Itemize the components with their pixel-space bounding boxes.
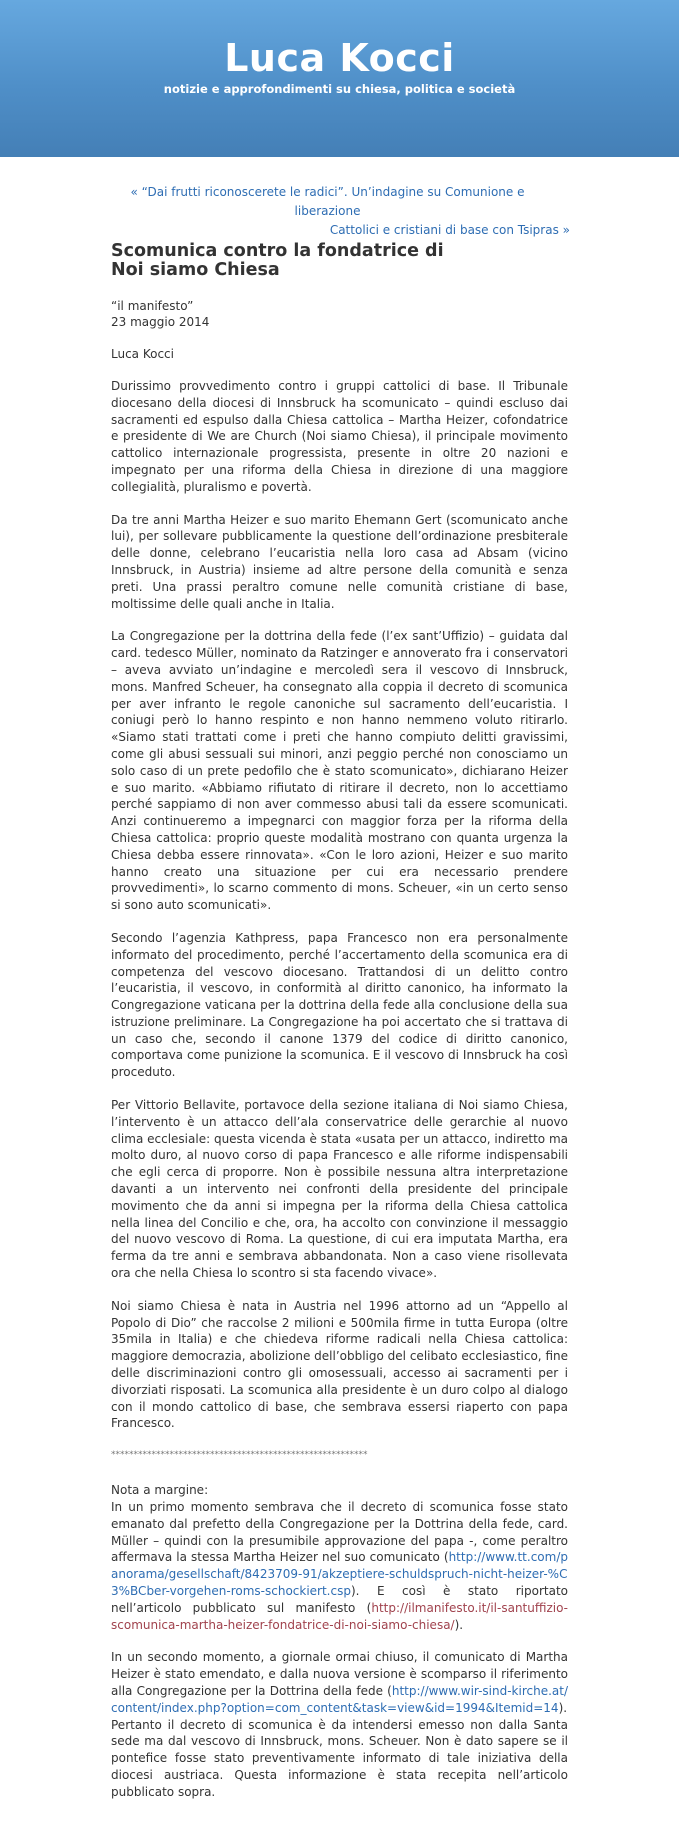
note-paragraph-2 [111,1649,568,1800]
site-title[interactable]: Luca Kocci [224,36,455,80]
paragraph: Da tre anni Martha Heizer e suo marito Ehemann Gert (scomunicato anche lui), per sollevare pubblicamente la questione dell’ordinazione presbiterale delle donne, celebrano l’eucaristia nella loro casa ad Absam (vicino Innsbruck, in Austria) insieme ad altre persone della comunità e senza preti. Una prassi peraltro comune nelle comunità cristiane di base, moltissime delle quali anche in Italia. [111,512,568,611]
next-post-link[interactable]: Cattolici e cristiani di base con Tsipras [329,223,559,237]
ilmanifesto-link[interactable]: http://ilmanifesto.it/il-santuffizio-scomunica-martha-heizer-fondatrice-di-noi-siamo-chiesa/ [111,1600,568,1632]
note-paragraph-1 [111,1482,568,1633]
post-content [0,183,568,1801]
post-title: Scomunica contro la fondatrice di Noi siamo Chiesa [111,241,444,280]
site-tagline: notizie e approfondimenti su chiesa, politica e società [163,82,516,96]
paragraph: Durissimo provvedimento contro i gruppi cattolici di base. Il Tribunale diocesano della diocesi di Innsbruck ha scomunicato – quindi escluso dai sacramenti ed espulso dalla Chiesa cattolica – Martha Heizer, cofondatrice e presidente di We are Church (Noi siamo Chiesa), il principale movimento cattolico internazionale progressista, presente in oltre 20 nazioni e impegnato per una riforma della Chiesa in direzione di una maggiore collegialità, pluralismo e povertà. [111,379,568,494]
post-date: 23 maggio 2014 [111,315,210,329]
post-source: “il manifesto” [111,299,194,313]
note-text: ). E così è stato riportato nell’articolo pubblicato sul manifesto ( [111,1584,568,1615]
paragraph: La Congregazione per la dottrina della fede (l’ex sant’Uffizio) – guidata dal card. tedesco Müller, nominato da Ratzinger e annoverato fra i conservatori – aveva avviato un’indagine e mercoledì sera il vescovo di Innsbruck, mons. Manfred Scheuer, ha consegnato alla coppia il decreto di scomunica per aver infranto le regole canoniche sul sacramento dell’eucaristia. I coniugi però lo hanno respinto e non hanno nemmeno voluto ritirarlo. «Siamo stati trattati come i preti che hanno compiuto delitti gravissimi, come gli abusi sessuali sui minori, anzi peggio perché non conosciamo un solo caso di un prete pedofilo che è stato scomunicato», dichiarano Heizer e suo marito. «Abbiamo rifiutato di ritirare il decreto, non lo accettiamo perché sappiamo di non aver commesso abusi tali da essere scomunicati. Anzi continueremo a impegnarci con maggior forza per la riforma della Chiesa cattolica: proprio queste modalità mostrano con quanta urgenza la Chiesa debba essere rinnovata». «Con le loro azioni, Heizer e suo marito hanno creato una situazione per cui era necessario prendere provvedimenti», lo scarno commento di mons. Scheuer, «in un certo senso si sono auto scomunicati». [111,629,568,913]
note-text: ). [454,1617,464,1632]
post-navigation [111,183,568,240]
nav-next [111,221,570,240]
site-header [0,0,679,157]
separator: ********************************************************* [111,1450,368,1461]
note-text: In un primo momento sembrava che il decreto di scomunica fosse stato emanato dal prefetto della Congregazione per la Dottrina della fede, card. Müller – quindi con la presumibile approvazione del papa -, come peraltro affermava la stessa Martha Heizer nel suo comunicato ( [111,1500,568,1565]
tt-com-link[interactable]: http://www.tt.com/panorama/gesellschaft/8423709-91/akzeptiere-schuldspruch-nicht-heizer-%C3%BCber-vorgehen-roms-schockiert.csp [111,1550,568,1598]
post-meta [111,298,568,330]
next-arrow-icon: » [562,223,570,237]
paragraph: Noi siamo Chiesa è nata in Austria nel 1996 attorno ad un “Appello al Popolo di Dio” che raccolse 2 milioni e 500mila firme in tutta Europa (oltre 35mila in Italia) e che chiedeva riforme radicali nella Chiesa cattolica: maggiore democrazia, abolizione dell’obbligo del celibato ecclesiastico, fine delle discriminazioni contro gli omosessuali, accesso ai sacramenti per i divorziati risposati. La scomunica alla presidente è un duro colpo al dialogo con il mondo cattolico di base, che sembrava essersi riaperto con papa Francesco. [111,1298,568,1431]
post-author: Luca Kocci [111,347,174,361]
paragraph: Secondo l’agenzia Kathpress, papa Francesco non era personalmente informato del procedimento, perché l’accertamento della scomunica era di competenza del vescovo diocesano. Trattandosi di un delitto contro l’eucaristia, il vescovo, in conformità al diritto canonico, ha informato la Congregazione vaticana per la dottrina della fede alla conclusione della sua istruzione preliminare. La Congregazione ha poi accertato che si trattava di un caso che, secondo il canone 1379 del codice di diritto canonico, comportava come punizione la scomunica. E il vescovo di Innsbruck ha così proceduto. [111,930,568,1080]
wir-sind-kirche-link[interactable]: http://www.wir-sind-kirche.at/content/index.php?option=com_content&task=view&id=1994&Itemid=14 [111,1683,568,1715]
previous-post-link[interactable]: “Dai frutti riconoscerete le radici”. Un’indagine su Comunione e liberazione [141,185,525,218]
prev-arrow-icon: « [130,185,138,199]
note-heading: Nota a margine: [111,1483,209,1498]
paragraph: Per Vittorio Bellavite, portavoce della sezione italiana di Noi siamo Chiesa, l’intervento è un attacco dell’ala conservatrice delle gerarchie al nuovo clima ecclesiale: questa vicenda è stata «usata per un attacco, indiretto ma molto duro, al nuovo corso di papa Francesco e alle riforme indispensabili che egli cerca di proporre. Non è possibile nessuna altra interpretazione davanti a un intervento nei confronti della presidente del principale movimento che da anni si impegna per la riforma della Chiesa cattolica nella linea del Concilio e che, ora, ha accolto con convinzione il messaggio del nuovo vescovo di Roma. La questione, di cui era imputata Martha, era ferma da tre anni e sembrava abbandonata. Non a caso viene risollevata ora che nella Chiesa lo scontro si sta facendo vivace». [111,1098,568,1281]
note-text: In un secondo momento, a giornale ormai chiuso, il comunicato di Martha Heizer è stato emendato, e dalla nuova versione è scomparso il riferimento alla Congregazione per la Dottrina della fede ( [111,1650,568,1698]
nav-previous [111,183,568,221]
note-text: ). Pertanto il decreto di scomunica è da intendersi emesso non dalla Santa sede ma dal vescovo di Innsbruck, mons. Scheuer. Non è dato sapere se il pontefice fosse stato preventivamente informato di tale iniziativa della diocesi austriaca. Questa informazione è stata recepita nell’articolo pubblicato sopra. [111,1700,568,1799]
